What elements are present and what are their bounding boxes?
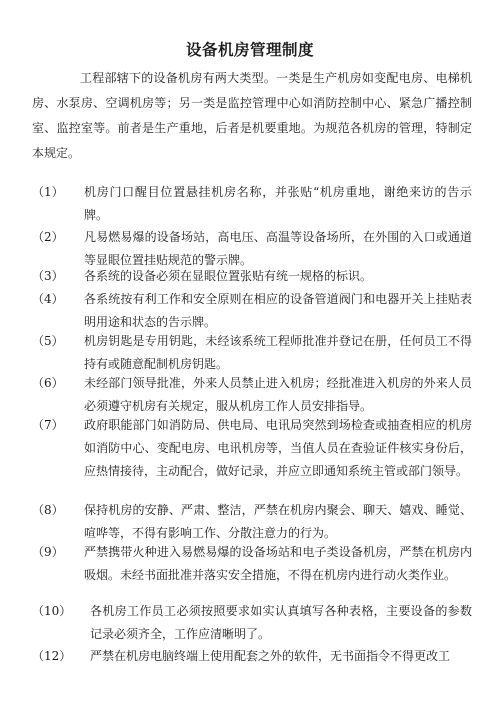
item-text: 各机房工作员工必须按照要求如实认真填写各种表格，主要设备的参数记录必须齐全，工作应清晰明了。: [90, 604, 472, 641]
item-text: 机房钥匙是专用钥匙，未经该系统工程师批准并登记在册，任何员工不得持有或随意配制机房钥匙。: [84, 334, 472, 371]
list-item: [32, 265, 472, 288]
list-item: [32, 288, 472, 334]
item-text: 各系统的设备必须在显眼位置张贴有统一规格的标识。: [84, 269, 373, 283]
list-item: [32, 499, 472, 545]
list-item: [32, 414, 472, 483]
item-text: 严禁携带火种进入易燃易爆的设备场站和电子类设备机房，严禁在机房内吸烟。未经书面批准并落实安全措施，不得在机房内进行动火类作业。: [84, 545, 472, 582]
item-number: （5）: [32, 334, 64, 348]
item-text: 保持机房的安静、严肃、整洁，严禁在机房内聚会、聊天、嬉戏、睡觉、喧哗等，不得有影响工作、分散注意力的行为。: [84, 503, 472, 540]
item-number: （6）: [32, 376, 64, 390]
list-item: [32, 600, 472, 646]
item-number: （10）: [32, 604, 72, 618]
list-item: [32, 645, 472, 668]
item-number: （3）: [32, 269, 64, 283]
item-number: （12）: [32, 649, 72, 663]
list-item: [32, 181, 472, 227]
item-text: 未经部门领导批准，外来人员禁止进入机房；经批准进入机房的外来人员必须遵守机房有关规定，服从机房工作人员安排指导。: [84, 376, 472, 413]
item-number: （8）: [32, 503, 64, 517]
item-text: 各系统按有利工作和安全原则在相应的设备管道阀门和电器开关上挂贴表明用途和状态的告示牌。: [84, 292, 472, 329]
list-item: [32, 541, 472, 587]
item-text: 严禁在机房电脑终端上使用配套之外的软件，无书面指令不得更改工: [90, 649, 451, 663]
intro-paragraph: 工程部辖下的设备机房有两大类型。一类是生产机房如变配电房、电梯机房、水泵房、空调机房等；另一类是监控管理中心如消防控制中心、紧急广播控制室、监控室等。前者是生产重地，后者是机要重地。为规范各机房的管理，特制定本规定。: [32, 71, 472, 160]
list-item: [32, 330, 472, 376]
item-text: 机房门口醒目位置悬挂机房名称，并张贴“机房重地，谢绝来访的告示牌。: [84, 185, 472, 222]
item-number: （2）: [32, 230, 64, 244]
list-item: [32, 372, 472, 418]
item-number: （4）: [32, 292, 64, 306]
item-text: 政府职能部门如消防局、供电局、电讯局突然到场检查或抽查相应的机房如消防中心、变配电房、电讯机房等，当值人员在查验证件核实身份后，应热情接待，主动配合，做好记录，并应立即通知系统主管或部门领导。: [84, 418, 472, 478]
item-number: （7）: [32, 418, 64, 432]
item-number: （9）: [32, 545, 64, 559]
page-title: 设备机房管理制度: [185, 40, 314, 59]
item-text: 凡易燃易爆的设备场站，高电压、高温等设备场所，在外围的入口或通道等显眼位置挂贴规范的警示牌。: [84, 230, 472, 267]
item-number: （1）: [32, 185, 64, 199]
